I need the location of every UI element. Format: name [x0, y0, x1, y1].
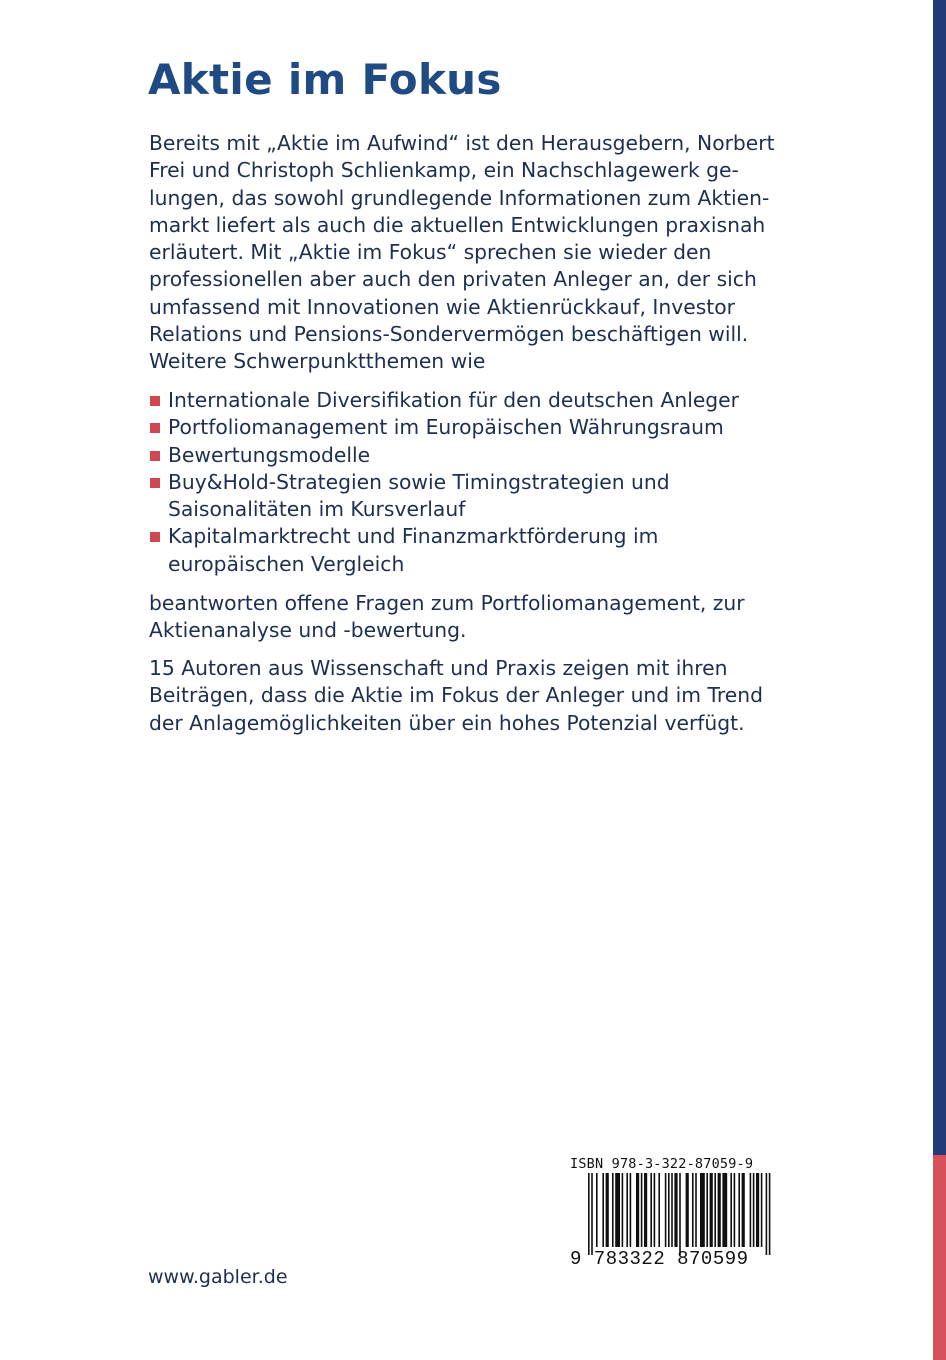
barcode-bar	[679, 1173, 681, 1255]
bullet-square-icon	[150, 451, 160, 461]
barcode-bar	[602, 1173, 604, 1247]
barcode-icon	[588, 1173, 774, 1255]
authors-line: 15 Autoren aus Wissenschaft und Praxis zeigen mit ihren	[149, 656, 728, 680]
barcode-bar	[766, 1173, 768, 1255]
intro-line: Relations und Pensions-Sondervermögen beschäftigen will.	[149, 322, 749, 347]
barcode-bar	[710, 1173, 713, 1247]
barcode-bar	[706, 1173, 708, 1247]
barcode-bar	[671, 1173, 673, 1247]
topic-item-line: Portfoliomanagement im Europäischen Währungsraum	[168, 415, 724, 440]
topic-item	[149, 442, 739, 469]
barcode-bar	[714, 1173, 716, 1247]
barcode-bar	[588, 1173, 590, 1255]
barcode-bar	[769, 1173, 771, 1255]
barcode-bar	[700, 1173, 705, 1247]
barcode-bar	[636, 1173, 639, 1247]
bullet-square-icon	[150, 396, 160, 406]
barcode-bar	[734, 1173, 736, 1247]
barcode-bar	[761, 1173, 763, 1247]
outro-line: Aktienanalyse und -bewertung.	[149, 618, 467, 643]
barcode-bar	[630, 1173, 632, 1247]
outro-line: beantworten offene Fragen zum Portfoliomanagement, zur	[149, 591, 745, 615]
publisher-website[interactable]: www.gabler.de	[148, 1266, 288, 1288]
barcode-bar	[718, 1173, 721, 1247]
barcode-bar	[641, 1173, 643, 1247]
topic-item-line: Bewertungsmodelle	[168, 442, 371, 467]
topic-item-line: Kapitalmarktrecht und Finanzmarktförderung im	[168, 524, 659, 549]
barcode-bar	[668, 1173, 670, 1247]
intro-line: umfassend mit Innovationen wie Aktienrückkauf, Investor	[149, 294, 735, 319]
intro-paragraph	[149, 130, 799, 376]
barcode-bar	[644, 1173, 647, 1247]
ean-digits: 9 783322 870599	[570, 1248, 749, 1270]
topic-item	[149, 414, 739, 441]
topic-item	[149, 387, 739, 414]
spine-stripe-red	[933, 1155, 946, 1360]
bullet-square-icon	[150, 478, 160, 488]
intro-line: professionellen aber auch den privaten Anleger an, der sich	[149, 267, 757, 292]
barcode-bar	[674, 1173, 677, 1247]
intro-line: markt liefert als auch die aktuellen Entwicklungen praxisnah	[149, 212, 766, 237]
topic-item-line: Internationale Diversifikation für den deutschen Anleger	[168, 388, 739, 412]
barcode-bar	[615, 1173, 620, 1247]
intro-line: Frei und Christoph Schlienkamp, ein Nachschlagewerk ge-	[149, 158, 739, 183]
authors-paragraph	[149, 655, 799, 737]
book-title: Aktie im Fokus	[148, 55, 502, 104]
barcode-bar	[596, 1173, 598, 1247]
isbn-label: ISBN 978-3-322-87059-9	[570, 1156, 754, 1172]
isbn-barcode	[566, 1156, 780, 1274]
barcode-bar	[658, 1173, 660, 1247]
barcode-bar	[665, 1173, 667, 1247]
authors-line: Beiträgen, dass die Aktie im Fokus der Anleger und im Trend	[149, 683, 763, 708]
topic-item-line: Buy&Hold-Strategien sowie Timingstrategien und	[168, 469, 670, 494]
intro-line: erläutert. Mit „Aktie im Fokus“ sprechen sie wieder den	[149, 240, 712, 265]
authors-line: der Anlagemöglichkeiten über ein hohes Potenzial verfügt.	[149, 710, 745, 735]
intro-line: Bereits mit „Aktie im Aufwind“ ist den Herausgebern, Norbert	[149, 131, 775, 155]
barcode-bar	[612, 1173, 614, 1247]
barcode-bar	[750, 1173, 752, 1247]
barcode-bar	[626, 1173, 628, 1247]
topic-item-line: europäischen Vergleich	[168, 551, 405, 576]
barcode-bar	[622, 1173, 624, 1247]
topic-item-line: Saisonalitäten im Kursverlauf	[168, 497, 466, 522]
barcode-bar	[591, 1173, 593, 1255]
barcode-bar	[692, 1173, 694, 1247]
barcode-bar	[730, 1173, 732, 1247]
barcode-bar	[686, 1173, 689, 1247]
barcode-bar	[654, 1173, 656, 1247]
topic-item	[149, 523, 739, 578]
barcode-bar	[753, 1173, 755, 1247]
intro-line: Weitere Schwerpunktthemen wie	[149, 349, 486, 374]
barcode-bar	[756, 1173, 759, 1247]
barcode-bar	[650, 1173, 652, 1247]
spine-stripe-blue	[933, 0, 946, 1155]
intro-line: lungen, das sowohl grundlegende Informationen zum Aktien-	[149, 185, 770, 210]
outro-paragraph	[149, 590, 799, 645]
barcode-bar	[738, 1173, 740, 1247]
bullet-square-icon	[150, 532, 160, 542]
barcode-bar	[606, 1173, 609, 1247]
topic-item	[149, 469, 739, 524]
barcode-bar	[742, 1173, 745, 1247]
barcode-bar	[695, 1173, 697, 1247]
bullet-square-icon	[150, 423, 160, 433]
barcode-bar	[722, 1173, 727, 1247]
topics-list	[149, 387, 739, 578]
